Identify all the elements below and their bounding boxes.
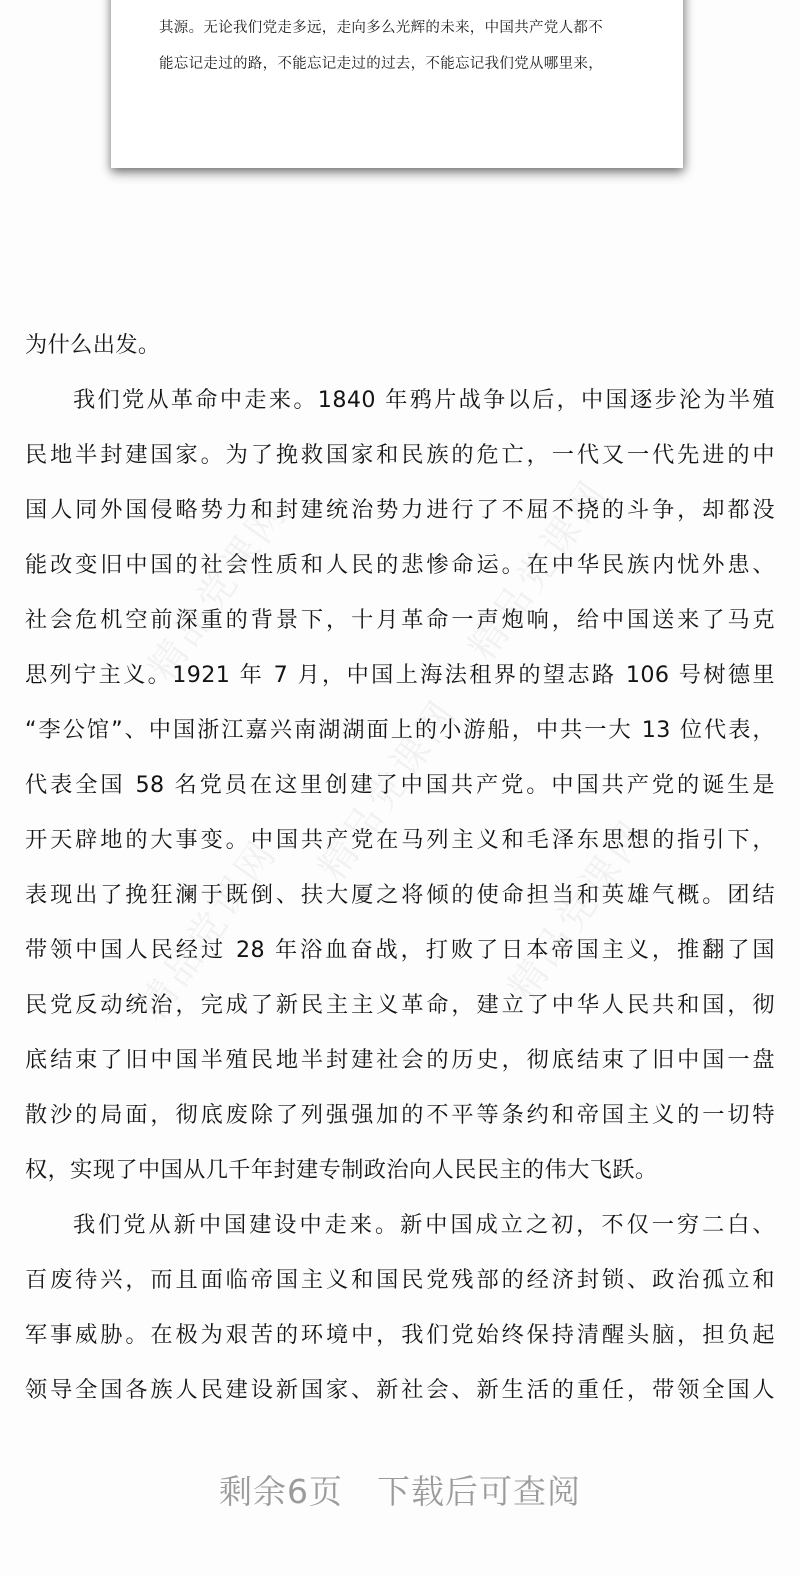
text-line: 民地半封建国家。为了挽救国家和民族的危亡，一代又一代先进的中 (25, 442, 775, 468)
text-line: 散沙的局面，彻底废除了列强强加的不平等条约和帝国主义的一切特 (25, 1102, 775, 1128)
text-line: 国人同外国侵略势力和封建统治势力进行了不屈不挠的斗争，却都没 (25, 497, 775, 523)
text-line: 民党反动统治，完成了新民主主义革命，建立了中华人民共和国，彻 (25, 992, 775, 1018)
watermark: 精品党课网 (129, 830, 287, 1029)
text-line: “李公馆”、中国浙江嘉兴南湖湖面上的小游船，中共一大 13 位代表， (25, 717, 775, 743)
watermark: 精品党课网 (499, 810, 657, 1009)
text-line: 百废待兴，而且面临帝国主义和国民党残部的经济封锁、政治孤立和 (25, 1267, 775, 1293)
preview-line: 其源。无论我们党走多远，走向多么光辉的未来，中国共产党人都不 (159, 20, 603, 36)
text-line: 思列宁主义。1921 年 7 月，中国上海法租界的望志路 106 号树德里 (25, 662, 775, 688)
text-line: 领导全国各族人民建设新国家、新社会、新生活的重任，带领全国人 (25, 1377, 775, 1403)
text-line: 社会危机空前深重的背景下，十月革命一声炮响，给中国送来了马克 (25, 607, 775, 633)
text-line: 我们党从革命中走来。1840 年鸦片战争以后，中国逐步沦为半殖 (73, 387, 775, 413)
remaining-pages-label: 剩余6页 (219, 1472, 343, 1511)
watermark: 精品党课网 (309, 690, 467, 889)
text-line: 带领中国人民经过 28 年浴血奋战，打败了日本帝国主义，推翻了国 (25, 937, 775, 963)
document-preview-card (111, 0, 683, 168)
text-line: 权，实现了中国从几千年封建专制政治向人民民主的伟大飞跃。 (25, 1157, 658, 1183)
text-line: 代表全国 58 名党员在这里创建了中国共产党。中国共产党的诞生是 (25, 772, 775, 798)
text-line: 开天辟地的大事变。中国共产党在马列主义和毛泽东思想的指引下， (25, 827, 775, 853)
preview-line: 能忘记走过的路，不能忘记走过的过去，不能忘记我们党从哪里来， (159, 56, 603, 72)
text-line: 为什么出发。 (25, 332, 161, 358)
text-line: 能改变旧中国的社会性质和人民的悲惨命运。在中华民族内忧外患、 (25, 552, 775, 578)
watermark: 精品党课网 (459, 470, 617, 669)
watermark: 精品党课网 (139, 490, 297, 689)
text-line: 表现出了挽狂澜于既倒、扶大厦之将倾的使命担当和英雄气概。团结 (25, 882, 775, 908)
text-line: 底结束了旧中国半殖民地半封建社会的历史，彻底结束了旧中国一盘 (25, 1047, 775, 1073)
download-prompt-banner[interactable] (0, 1466, 800, 1513)
text-line: 军事威胁。在极为艰苦的环境中，我们党始终保持清醒头脑，担负起 (25, 1322, 775, 1348)
document-body (25, 327, 775, 1427)
download-to-view-link[interactable]: 下载后可查阅 (377, 1472, 581, 1511)
text-line: 我们党从新中国建设中走来。新中国成立之初，不仅一穷二白、 (73, 1212, 775, 1238)
